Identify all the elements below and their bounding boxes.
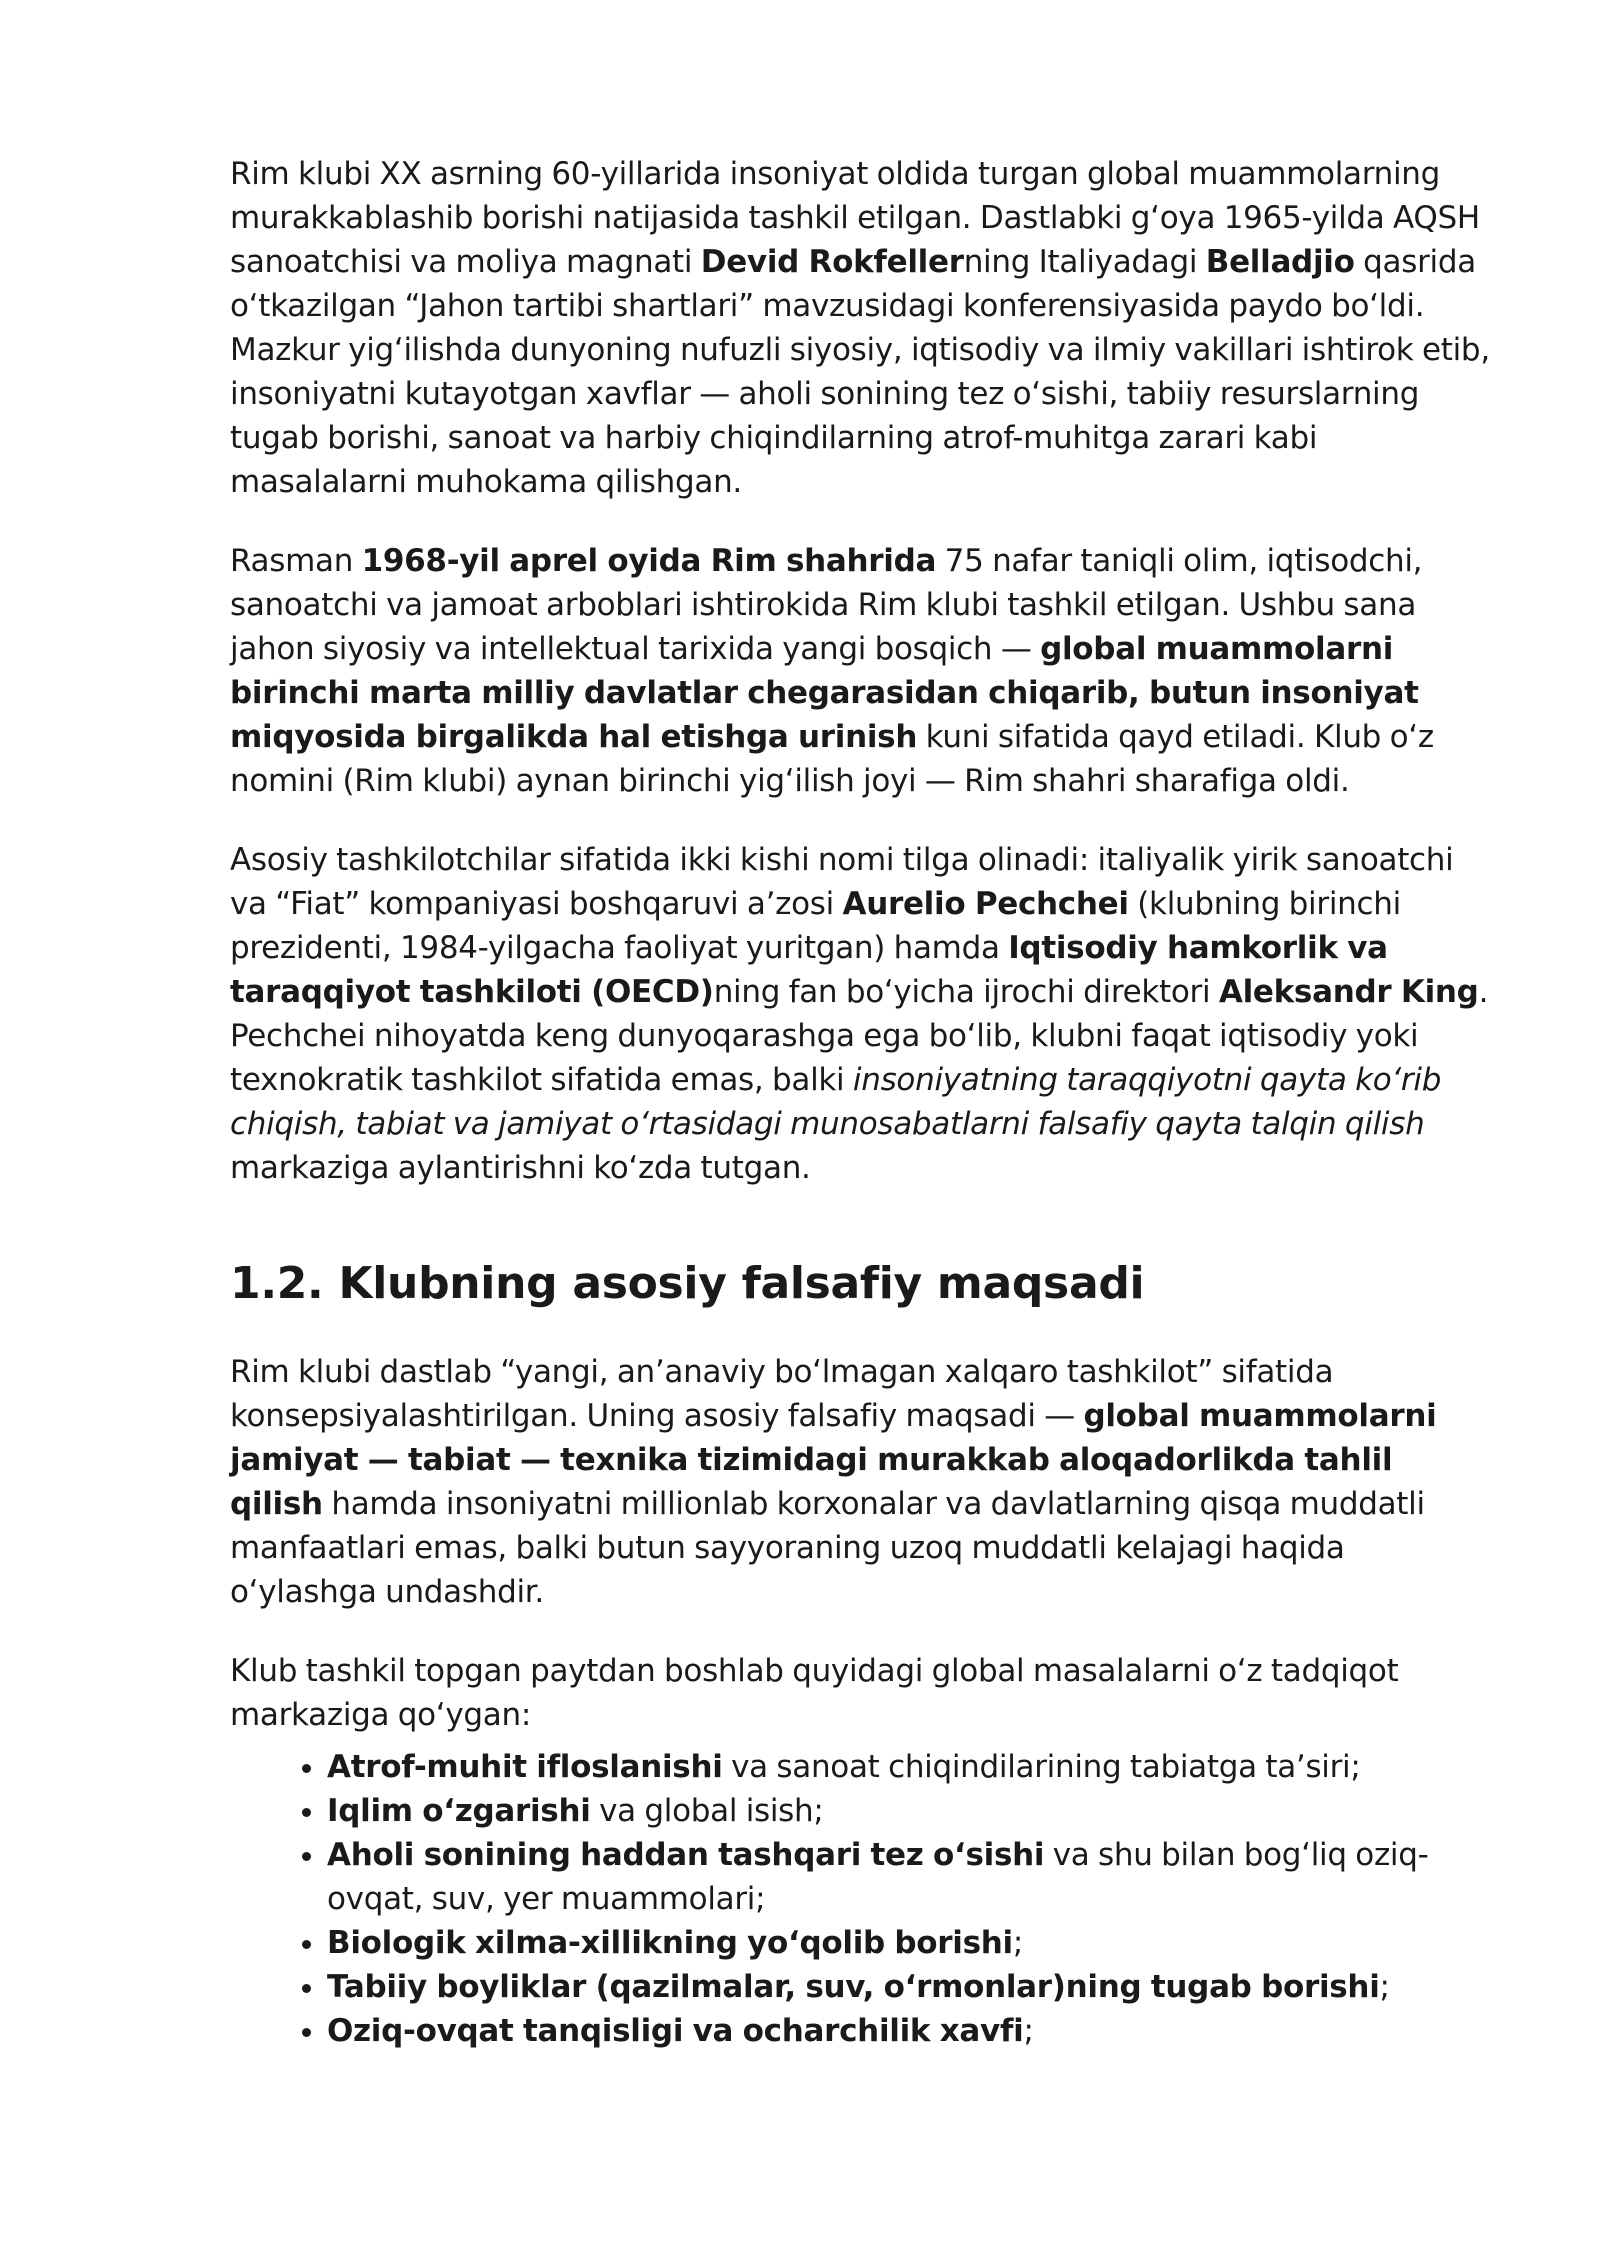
text-run: . Pechchei nihoyatda keng dunyoqarashga ega bo‘lib, klubni faqat iqtisodiy yoki texnokratik tashkilot sifatida emas, balki <box>230 974 1489 1098</box>
text-run: Klub tashkil topgan paytdan boshlab quyidagi global masalalarni o‘z tadqiqot markaziga qo‘ygan: <box>230 1653 1399 1733</box>
list-item-bold: Atrof-muhit ifloslanishi <box>327 1749 723 1785</box>
list-item-text: va sanoat chiqindilarining tabiatga ta’siri; <box>722 1749 1361 1785</box>
list-item-bold: Aholi sonining haddan tashqari tez o‘sishi <box>327 1837 1045 1873</box>
text-run: markaziga aylantirishni ko‘zda tutgan. <box>230 1150 811 1186</box>
paragraph-club-origins <box>230 152 1490 504</box>
text-run: hamda insoniyatni millionlab korxonalar va davlatlarning qisqa muddatli manfaatlari emas, balki butun sayyoraning uzoq muddatli kelajagi haqida o‘ylashga undashdir. <box>230 1486 1425 1610</box>
paragraph-official-founding <box>230 539 1490 803</box>
text-run: (klubning birinchi prezidenti, 1984-yilgacha faoliyat yuritgan) hamda <box>230 886 1401 966</box>
list-item-text: va global isish; <box>590 1793 824 1829</box>
paragraph-list-intro <box>230 1649 1490 1737</box>
bold-goal: global muammolarni jamiyat — tabiat — texnika tizimidagi murakkab aloqadorlikda tahlil qilish <box>230 1398 1437 1522</box>
list-item-text: ; <box>1012 1925 1024 1961</box>
text-run: Asosiy tashkilotchilar sifatida ikki kishi nomi tilga olinadi: italiyalik yirik sanoatchi va “Fiat” kompaniyasi boshqaruvi a’zosi <box>230 842 1454 922</box>
bold-name-rockefeller: Devid Rokfeller <box>700 244 964 280</box>
italic-vision: insoniyatning taraqqiyotni qayta ko‘rib chiqish, tabiat va jamiyat o‘rtasidagi munosabatlarni falsafiy qayta talqin qilish <box>230 1062 1442 1142</box>
list-item <box>327 1921 1490 1965</box>
list-item-text: ; <box>1379 1969 1390 2005</box>
list-item-bold: Biologik xilma-xillikning yo‘qolib borishi <box>327 1925 1013 1961</box>
bold-org-oecd: Iqtisodiy hamkorlik va taraqqiyot tashkiloti (OECD) <box>230 930 1388 1010</box>
list-item-text: va shu bilan bog‘liq oziq-ovqat, suv, yer muammolari; <box>327 1837 1429 1917</box>
bold-founding-significance: global muammolarni birinchi marta milliy davlatlar chegarasidan chiqarib, butun insoniyat miqyosida birgalikda hal etishga urinish <box>230 631 1419 755</box>
text-run: 75 nafar taniqli olim, iqtisodchi, sanoatchi va jamoat arboblari ishtirokida Rim klubi tashkil etilgan. Ushbu sana jahon siyosiy va intellektual tarixida yangi bosqich — <box>230 543 1423 667</box>
paragraph-founders <box>230 838 1490 1190</box>
text-run: ning Italiyadagi <box>963 244 1206 280</box>
text-run: kuni sifatida qayd etiladi. Klub o‘z nomini (Rim klubi) aynan birinchi yig‘ilish joyi — Rim shahri sharafiga oldi. <box>230 719 1434 799</box>
list-item <box>327 1789 1490 1833</box>
bold-place-bellagio: Belladjio <box>1205 244 1355 280</box>
text-run: ning fan bo‘yicha ijrochi direktori <box>713 974 1219 1010</box>
text-run: Rim klubi dastlab “yangi, an’anaviy bo‘lmagan xalqaro tashkilot” sifatida konsepsiyalashtirilgan. Uning asosiy falsafiy maqsadi — <box>230 1354 1334 1434</box>
section-heading: 1.2. Klubning asosiy falsafiy maqsadi <box>230 1258 1145 1309</box>
list-item-bold: Oziq-ovqat tanqisligi va ocharchilik xavfi <box>327 2013 1024 2049</box>
list-item-bold: Iqlim o‘zgarishi <box>327 1793 591 1829</box>
bold-name-king: Aleksandr King <box>1218 974 1479 1010</box>
list-item-text: ; <box>1023 2013 1034 2049</box>
text-run: qasrida o‘tkazilgan “Jahon tartibi shartlari” mavzusidagi konferensiyasida paydo bo‘ldi. Mazkur yig‘ilishda dunyoning nufuzli siyosiy, iqtisodiy va ilmiy vakillari ishtirok etib, insoniyatni kutayotgan xavflar — aholi sonining tez o‘sishi, tabiiy resurslarning tugab borishi, sanoat va harbiy chiqindilarning atrof-muhitga zarari kabi masalalarni muhokama qilishgan. <box>230 244 1490 500</box>
list-item <box>327 1745 1490 1789</box>
paragraph-philosophical-goal <box>230 1350 1490 1614</box>
bold-name-peccei: Aurelio Pechchei <box>842 886 1129 922</box>
list-item <box>327 1965 1490 2009</box>
list-item <box>327 2009 1490 2053</box>
global-issues-list <box>230 1737 1490 2053</box>
list-item-bold: Tabiiy boyliklar (qazilmalar, suv, o‘rmonlar)ning tugab borishi <box>327 1969 1380 2005</box>
text-run: Rasman <box>230 543 362 579</box>
bold-founding-date: 1968-yil aprel oyida Rim shahrida <box>361 543 937 579</box>
list-item <box>327 1833 1490 1921</box>
text-run: Rim klubi XX asrning 60-yillarida insoniyat oldida turgan global muammolarning murakkablashib borishi natijasida tashkil etilgan. Dastlabki g‘oya 1965-yilda AQSH sanoatchisi va moliya magnati <box>230 156 1480 280</box>
